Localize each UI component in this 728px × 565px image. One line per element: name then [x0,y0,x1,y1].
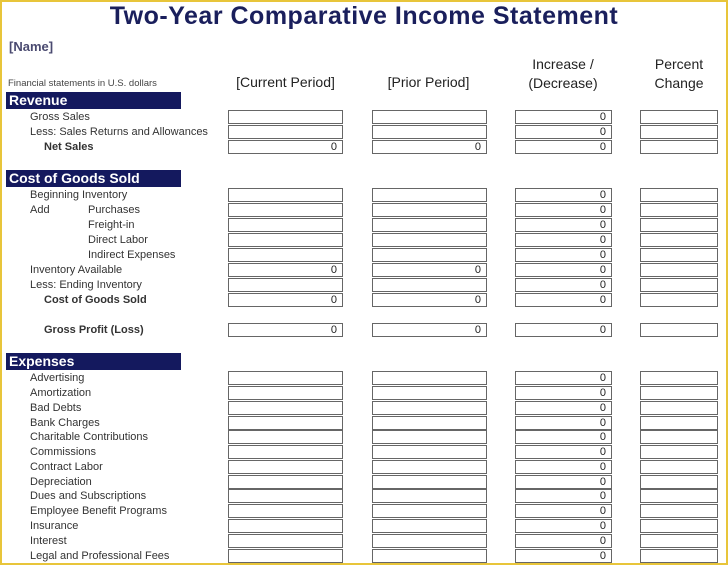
cell-commissions-current[interactable] [228,445,343,459]
cell-sales-returns-change[interactable]: 0 [515,125,612,139]
row-label-net-sales: Net Sales [44,141,94,153]
cell-cost-of-goods-sold-prior[interactable]: 0 [372,293,487,307]
cell-charitable-prior[interactable] [372,430,487,444]
section-header-revenue: Revenue [6,92,181,109]
row-label-inventory-available: Inventory Available [30,264,123,276]
cell-dues-change[interactable]: 0 [515,489,612,503]
cell-net-sales-percent[interactable] [640,140,718,154]
cell-freight-in-current[interactable] [228,218,343,232]
column-header-percent-line2: Change [654,75,704,91]
cell-inventory-available-change[interactable]: 0 [515,263,612,277]
cell-depreciation-current[interactable] [228,475,343,489]
cell-legal-fees-percent[interactable] [640,549,718,563]
cell-insurance-percent[interactable] [640,519,718,533]
row-label-contract-labor: Contract Labor [30,461,103,473]
cell-insurance-change[interactable]: 0 [515,519,612,533]
row-label-depreciation: Depreciation [30,476,92,488]
page-title: Two-Year Comparative Income Statement [109,2,619,30]
cell-interest-percent[interactable] [640,534,718,548]
cell-amortization-current[interactable] [228,386,343,400]
cell-sales-returns-current[interactable] [228,125,343,139]
cell-gross-profit-percent[interactable] [640,323,718,337]
cell-inventory-available-prior[interactable]: 0 [372,263,487,277]
cell-depreciation-prior[interactable] [372,475,487,489]
column-header-current: [Current Period] [236,74,335,90]
cell-advertising-change[interactable]: 0 [515,371,612,385]
cell-contract-labor-change[interactable]: 0 [515,460,612,474]
cell-contract-labor-percent[interactable] [640,460,718,474]
row-label-beginning-inventory: Beginning Inventory [30,189,128,201]
cell-sales-returns-percent[interactable] [640,125,718,139]
cell-legal-fees-prior[interactable] [372,549,487,563]
cell-insurance-prior[interactable] [372,519,487,533]
cell-bank-charges-change[interactable]: 0 [515,416,612,430]
cell-net-sales-change[interactable]: 0 [515,140,612,154]
cell-commissions-change[interactable]: 0 [515,445,612,459]
cell-bad-debts-change[interactable]: 0 [515,401,612,415]
cell-cost-of-goods-sold-change[interactable]: 0 [515,293,612,307]
cell-amortization-prior[interactable] [372,386,487,400]
cell-gross-sales-change[interactable]: 0 [515,110,612,124]
cell-benefit-programs-current[interactable] [228,504,343,518]
cell-cost-of-goods-sold-percent[interactable] [640,293,718,307]
cell-indirect-expenses-prior[interactable] [372,248,487,262]
cell-direct-labor-prior[interactable] [372,233,487,247]
cell-freight-in-percent[interactable] [640,218,718,232]
cell-beginning-inventory-change[interactable]: 0 [515,188,612,202]
cell-purchases-change[interactable]: 0 [515,203,612,217]
row-label-direct-labor: Direct Labor [88,234,148,246]
row-label-sales-returns: Less: Sales Returns and Allowances [30,126,208,138]
cell-bank-charges-current[interactable] [228,416,343,430]
cell-contract-labor-prior[interactable] [372,460,487,474]
cell-charitable-change[interactable]: 0 [515,430,612,444]
cell-cost-of-goods-sold-current[interactable]: 0 [228,293,343,307]
section-header-cogs: Cost of Goods Sold [6,170,181,187]
cell-beginning-inventory-current[interactable] [228,188,343,202]
cell-advertising-current[interactable] [228,371,343,385]
cell-direct-labor-change[interactable]: 0 [515,233,612,247]
cell-contract-labor-current[interactable] [228,460,343,474]
section-header-expenses: Expenses [6,353,181,370]
cell-depreciation-change[interactable]: 0 [515,475,612,489]
cell-depreciation-percent[interactable] [640,475,718,489]
row-label-cost-of-goods-sold: Cost of Goods Sold [44,294,147,306]
cell-net-sales-prior[interactable]: 0 [372,140,487,154]
cell-charitable-percent[interactable] [640,430,718,444]
row-label-advertising: Advertising [30,372,85,384]
cell-interest-current[interactable] [228,534,343,548]
cell-freight-in-change[interactable]: 0 [515,218,612,232]
cell-interest-prior[interactable] [372,534,487,548]
column-header-percent [636,55,722,93]
row-label-commissions: Commissions [30,446,97,458]
row-label-purchases: Purchases [88,204,140,216]
cell-amortization-percent[interactable] [640,386,718,400]
row-label-insurance: Insurance [30,520,79,532]
row-label-gross-sales: Gross Sales [30,111,90,123]
cell-insurance-current[interactable] [228,519,343,533]
cell-direct-labor-current[interactable] [228,233,343,247]
cell-gross-profit-prior[interactable]: 0 [372,323,487,337]
cell-commissions-prior[interactable] [372,445,487,459]
row-label-indirect-expenses: Indirect Expenses [88,249,176,261]
row-label-ending-inventory: Less: Ending Inventory [30,279,142,291]
row-label-bank-charges: Bank Charges [30,417,100,429]
row-label-dues: Dues and Subscriptions [30,490,147,502]
cell-beginning-inventory-percent[interactable] [640,188,718,202]
cell-freight-in-prior[interactable] [372,218,487,232]
cell-dues-current[interactable] [228,489,343,503]
row-label-charitable: Charitable Contributions [30,431,149,443]
cell-beginning-inventory-prior[interactable] [372,188,487,202]
cell-indirect-expenses-change[interactable]: 0 [515,248,612,262]
cell-sales-returns-prior[interactable] [372,125,487,139]
add-label: Add [30,204,50,216]
cell-bad-debts-percent[interactable] [640,401,718,415]
cell-benefit-programs-percent[interactable] [640,504,718,518]
cell-bank-charges-prior[interactable] [372,416,487,430]
cell-bank-charges-percent[interactable] [640,416,718,430]
cell-gross-sales-current[interactable] [228,110,343,124]
row-label-interest: Interest [30,535,67,547]
cell-legal-fees-current[interactable] [228,549,343,563]
cell-charitable-current[interactable] [228,430,343,444]
column-header-increase [510,55,616,93]
cell-dues-percent[interactable] [640,489,718,503]
cell-ending-inventory-current[interactable] [228,278,343,292]
cell-gross-sales-percent[interactable] [640,110,718,124]
row-label-freight-in: Freight-in [88,219,135,231]
cell-purchases-prior[interactable] [372,203,487,217]
cell-inventory-available-percent[interactable] [640,263,718,277]
cell-net-sales-current[interactable]: 0 [228,140,343,154]
cell-indirect-expenses-percent[interactable] [640,248,718,262]
cell-direct-labor-percent[interactable] [640,233,718,247]
cell-benefit-programs-change[interactable]: 0 [515,504,612,518]
cell-bad-debts-current[interactable] [228,401,343,415]
cell-gross-profit-current[interactable]: 0 [228,323,343,337]
column-header-increase-line1: Increase / [532,56,594,72]
cell-gross-sales-prior[interactable] [372,110,487,124]
cell-purchases-current[interactable] [228,203,343,217]
cell-ending-inventory-percent[interactable] [640,278,718,292]
cell-advertising-prior[interactable] [372,371,487,385]
cell-interest-change[interactable]: 0 [515,534,612,548]
row-label-bad-debts: Bad Debts [30,402,82,414]
cell-amortization-change[interactable]: 0 [515,386,612,400]
column-header-increase-line2: (Decrease) [528,75,598,91]
cell-advertising-percent[interactable] [640,371,718,385]
cell-purchases-percent[interactable] [640,203,718,217]
row-label-legal-fees: Legal and Professional Fees [30,550,170,562]
name-field[interactable]: [Name] [9,39,54,54]
cell-commissions-percent[interactable] [640,445,718,459]
cell-ending-inventory-change[interactable]: 0 [515,278,612,292]
cell-ending-inventory-prior[interactable] [372,278,487,292]
cell-indirect-expenses-current[interactable] [228,248,343,262]
currency-caption: Financial statements in U.S. dollars [8,78,157,89]
row-label-gross-profit: Gross Profit (Loss) [44,324,144,336]
cell-bad-debts-prior[interactable] [372,401,487,415]
row-label-benefit-programs: Employee Benefit Programs [30,505,167,517]
row-label-amortization: Amortization [30,387,92,399]
column-header-prior: [Prior Period] [387,74,470,90]
cell-legal-fees-change[interactable]: 0 [515,549,612,563]
cell-inventory-available-current[interactable]: 0 [228,263,343,277]
cell-dues-prior[interactable] [372,489,487,503]
cell-gross-profit-change[interactable]: 0 [515,323,612,337]
cell-benefit-programs-prior[interactable] [372,504,487,518]
column-header-percent-line1: Percent [654,56,704,72]
